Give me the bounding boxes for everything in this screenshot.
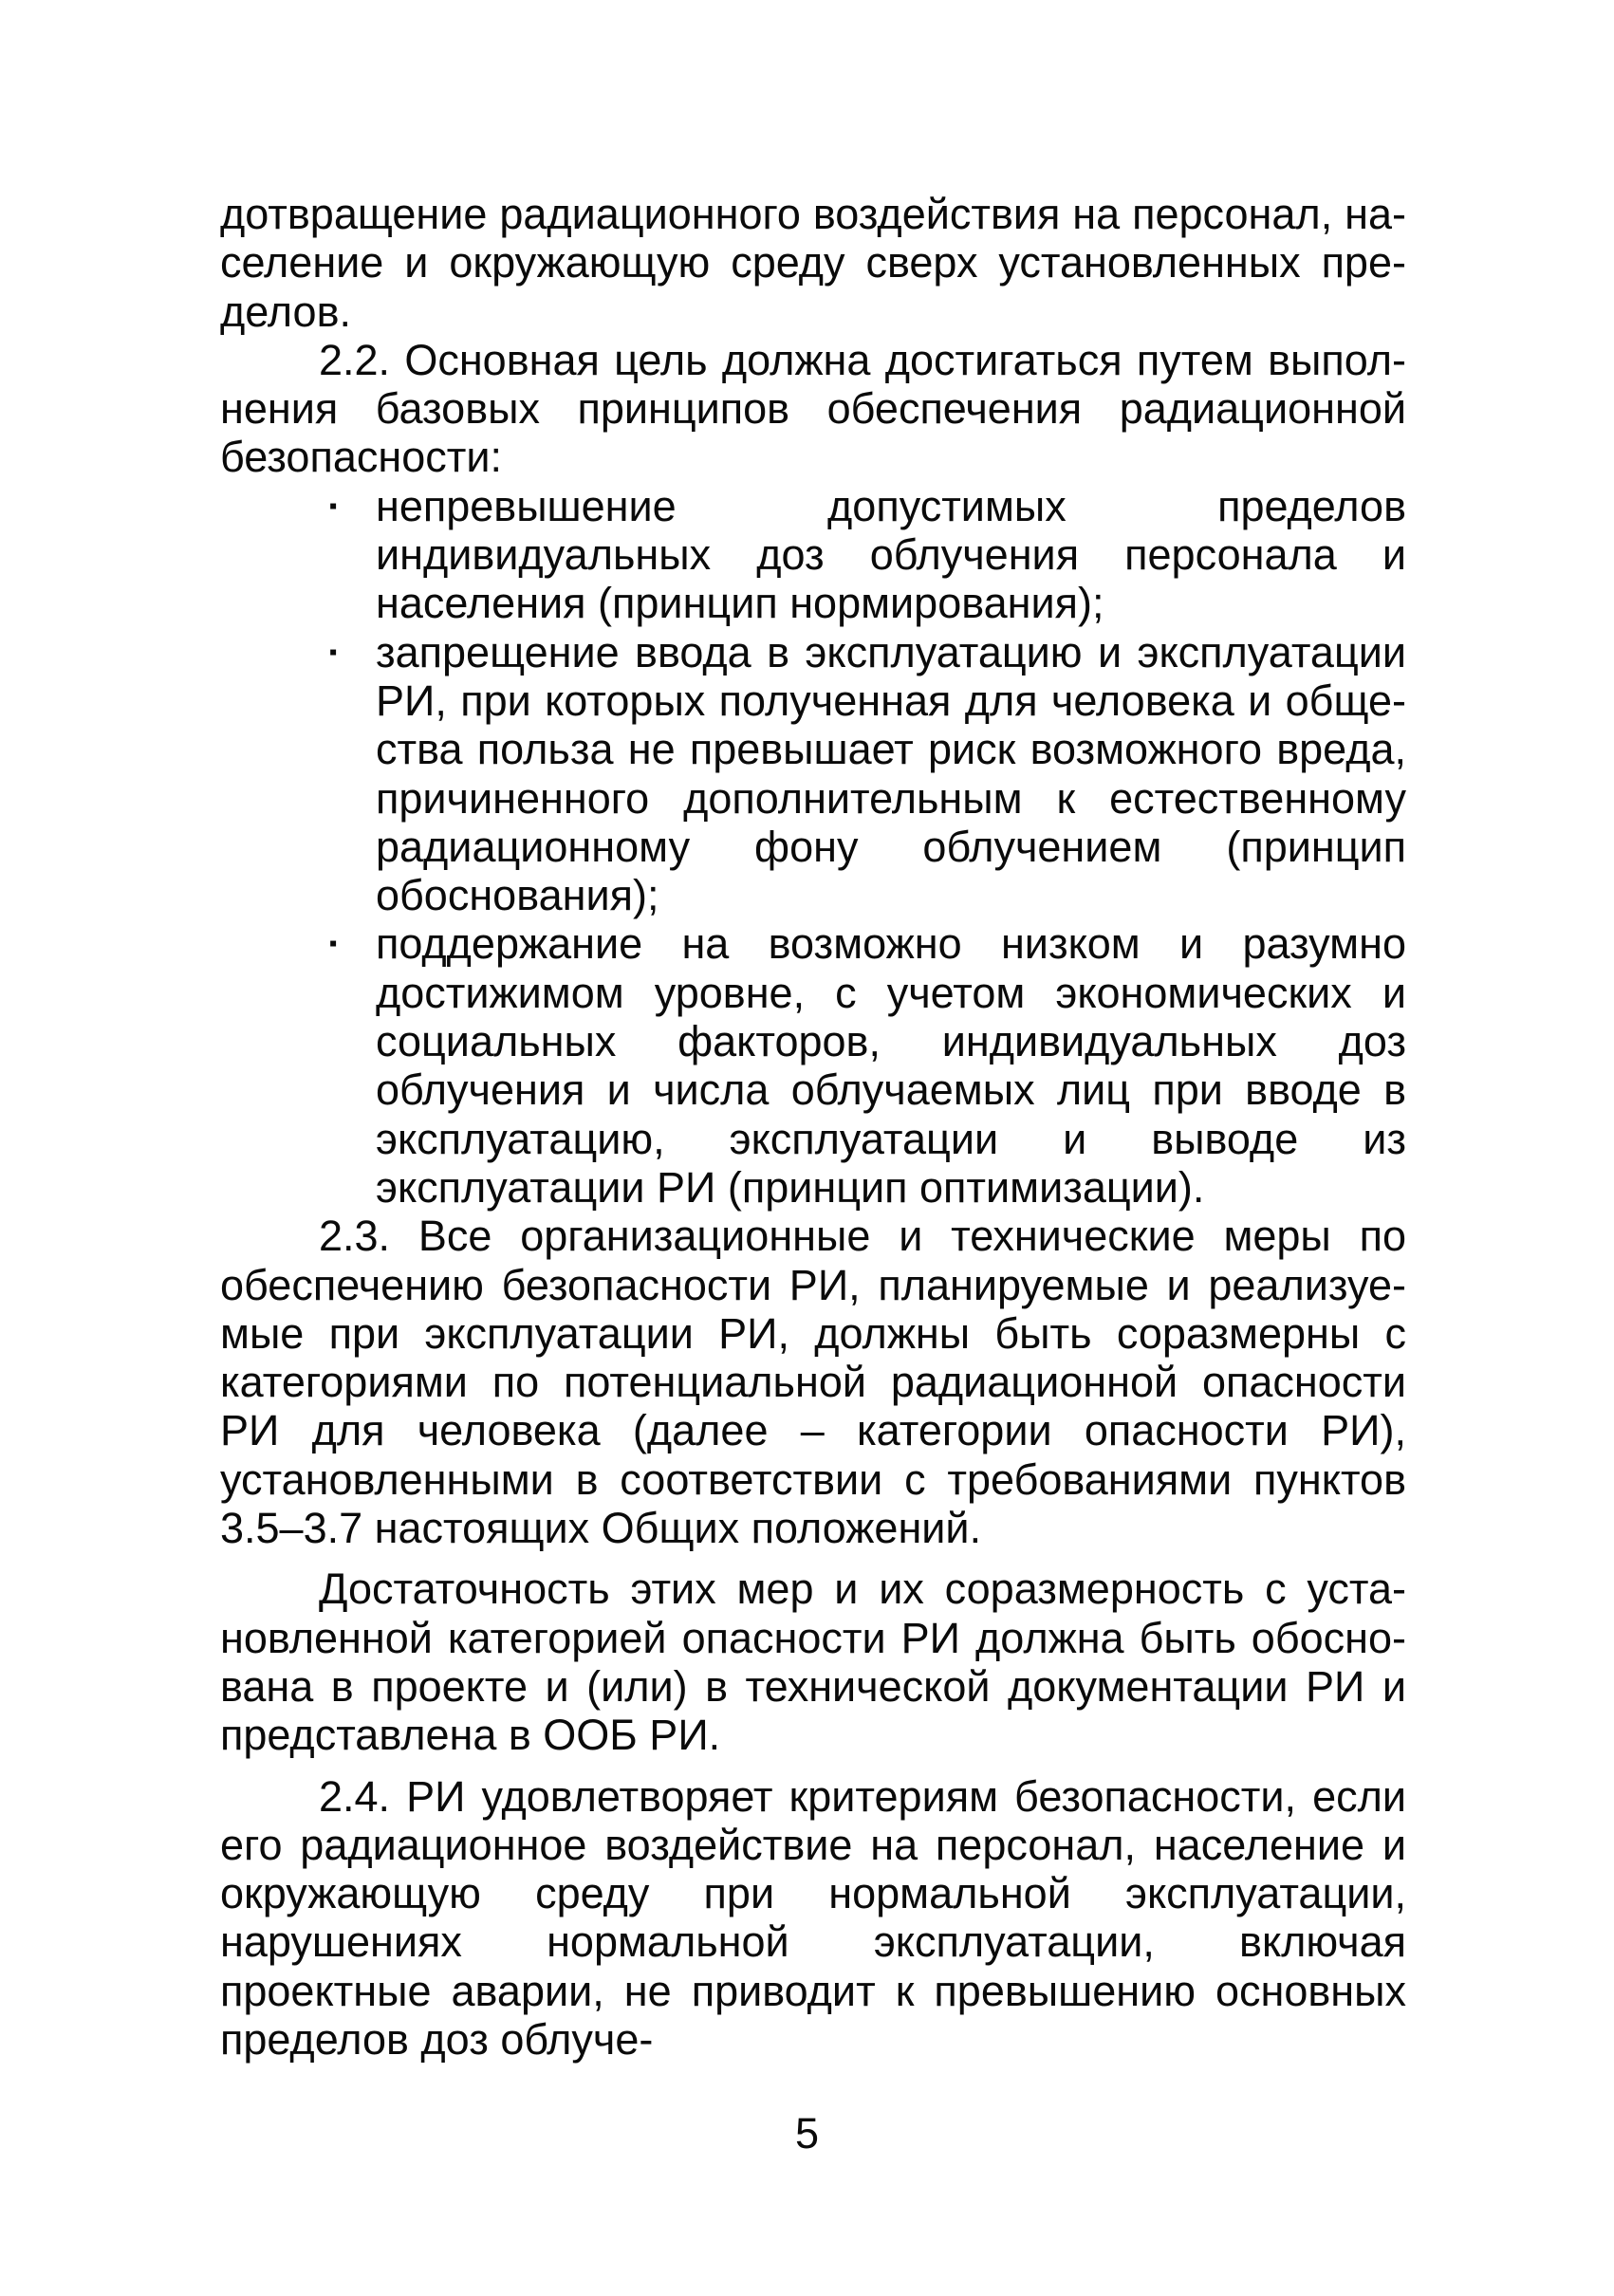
continuation-paragraph: дотвращение радиационного воздействия на персонал, население и окружающую среду сверх установленных пределов. [220,190,1406,336]
section-2-3-followup-paragraph: Достаточность этих мер и их соразмерность с установленной категорией опасности РИ должна быть обоснована в проекте и (или) в технической документации РИ и представлена в ООБ РИ. [220,1565,1406,1760]
section-2-3-paragraph: 2.3. Все организационные и технические меры по обеспечению безопасности РИ, планируемые и реализуемые при эксплуатации РИ, должны быть соразмерны с категориями по потенциальной радиационной опасности РИ для человека (далее – категории опасности РИ), установленными в соответствии с требованиями пунктов 3.5–3.7 настоящих Общих положений. [220,1212,1406,1553]
section-2-2-paragraph: 2.2. Основная цель должна достигаться путем выполнения базовых принципов обеспечения радиационной безопасности: [220,335,1406,482]
list-item-text: непревышение допустимых пределов индивидуальных доз облучения персонала и населения (принцип нормирования); [376,481,1406,628]
list-item [220,482,1406,628]
page-number: 5 [794,2109,820,2157]
section-2-4-paragraph: 2.4. РИ удовлетворяет критериям безопасности, если его радиационное воздействие на персонал, население и окружающую среду при нормальной эксплуатации, нарушениях нормальной эксплуатации, включая проектные аварии, не приводит к превышению основных пределов доз облуче- [220,1771,1406,2064]
list-item [220,919,1406,1212]
principles-list [220,482,1406,1212]
list-item-text: поддержание на возможно низком и разумно достижимом уровне, с учетом экономических и социальных факторов, индивидуальных доз облучения и числа облучаемых лиц при вводе в эксплуатацию, эксплуатации и выводе из эксплуатации РИ (принцип оптимизации). [376,919,1406,1212]
bullet-icon: ▪ [328,639,338,665]
list-item [220,628,1406,920]
bullet-icon: ▪ [328,931,338,957]
document-body [220,190,1406,2064]
bullet-icon: ▪ [328,492,338,519]
list-item-text: запрещение ввода в эксплуатацию и эксплуатации РИ, при которых полученная для человека и общества польза не превышает риск возможного вреда, причиненного дополнительным к естественному радиационному фону облучением (принцип обоснования); [376,627,1406,920]
